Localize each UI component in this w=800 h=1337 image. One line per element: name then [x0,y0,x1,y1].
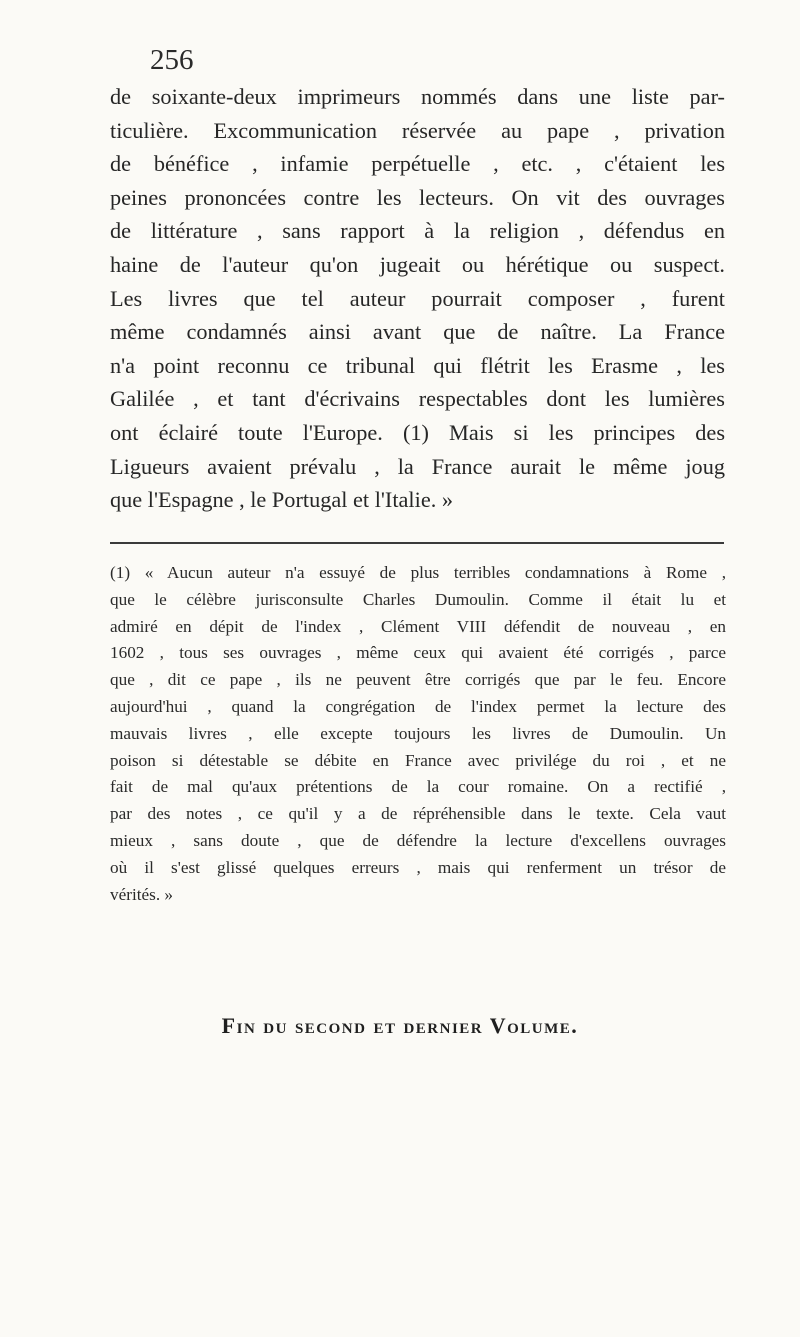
text-line: peines prononcées contre les lecteurs. On vit des ouvrages [110,184,725,210]
text-line: de soixante-deux imprimeurs nommés dans une liste par- [110,84,725,109]
footnote-line: admiré en dépit de l'index , Clément VIII défendit de nouveau , en [110,616,726,636]
text-line: Les livres que tel auteur pourrait composer , furent [110,285,725,311]
footnote-line: que , dit ce pape , ils ne peuvent être corrigés que par le feu. Encore [110,670,726,690]
text-line: n'a point reconnu ce tribunal qui flétrit les Erasme , les [110,352,725,378]
footnote-line: où il s'est glissé quelques erreurs , mais qui renferment un trésor de [110,857,726,877]
footnote-line: par des notes , ce qu'il y a de répréhensible dans le texte. Cela vaut [110,804,726,824]
footnote-line: mieux , sans doute , que de défendre la lecture d'excellens ouvrages [110,830,726,850]
text-line: Ligueurs avaient prévalu , la France aurait le même joug [110,453,725,479]
footnote [110,560,726,908]
text-line: même condamnés ainsi avant que de naître. La France [110,319,725,345]
footnote-separator [110,542,724,544]
footnote-line: que le célèbre jurisconsulte Charles Dumoulin. Comme il était lu et [110,589,726,609]
footnote-line: mauvais livres , elle excepte toujours les livres de Dumoulin. Un [110,723,726,743]
footnote-line: poison si détestable se débite en France avec privilége du roi , et ne [110,750,726,770]
footnote-line: aujourd'hui , quand la congrégation de l'index permet la lecture des [110,696,726,716]
footnote-line: fait de mal qu'aux prétentions de la cour romaine. On a rectifié , [110,777,726,797]
text-line: de littérature , sans rapport à la religion , défendus en [110,218,725,244]
footnote-line: (1) « Aucun auteur n'a essuyé de plus terribles condamnations à Rome , [110,563,726,582]
text-line: ont éclairé toute l'Europe. (1) Mais si les principes des [110,419,725,445]
text-line: que l'Espagne , le Portugal et l'Italie. » [110,487,454,513]
text-line: ticulière. Excommunication réservée au pape , privation [110,117,725,143]
main-text [110,80,725,517]
closing-line: Fin du second et dernier Volume. [221,1013,579,1038]
text-line: haine de l'auteur qu'on jugeait ou hérétique ou suspect. [110,251,725,277]
text-line: Galilée , et tant d'écrivains respectables dont les lumières [110,386,725,412]
text-line: de bénéfice , infamie perpétuelle , etc. , c'étaient les [110,151,725,177]
footnote-line: 1602 , tous ses ouvrages , même ceux qui avaient été corrigés , parce [110,643,726,663]
page-number: 256 [150,44,194,76]
footnote-line: vérités. » [110,884,174,904]
